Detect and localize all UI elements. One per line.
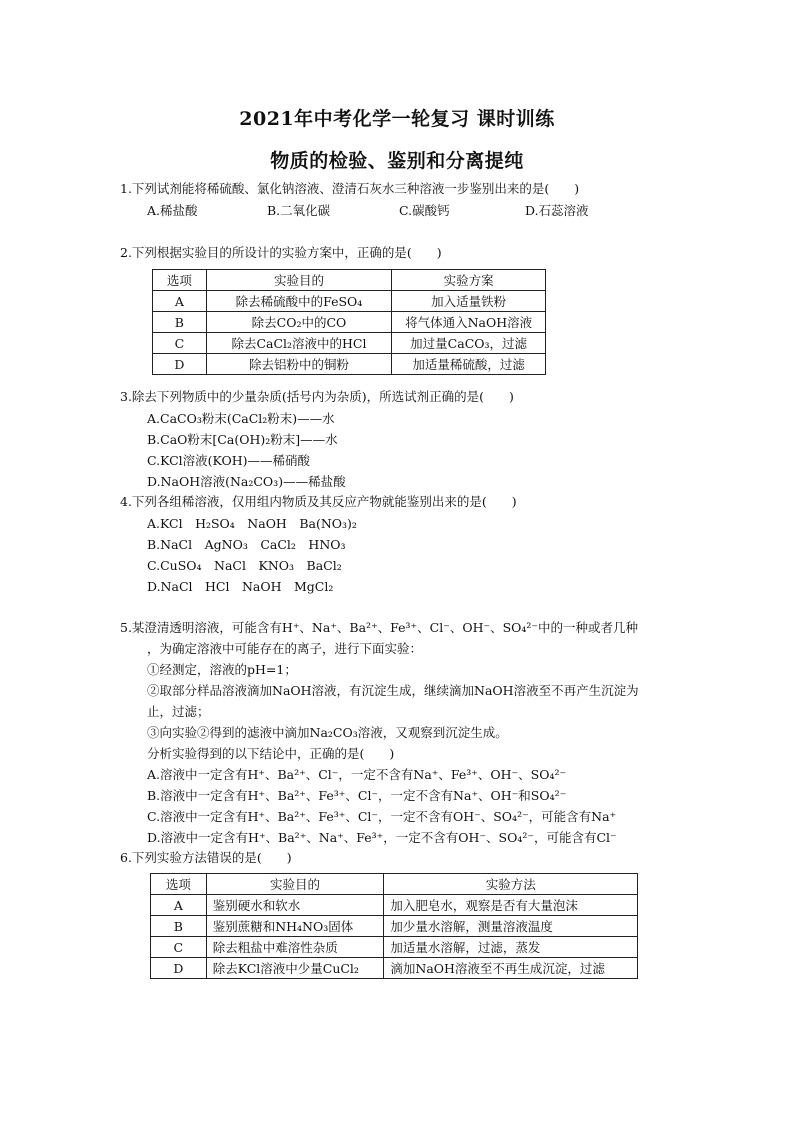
q4-option-a: A.KCl H₂SO₄ NaOH Ba(NO₃)₂	[147, 516, 357, 531]
q6-table-header	[151, 874, 638, 895]
table-row	[153, 291, 546, 312]
q5-step-1: ①经测定，溶液的pH=1；	[147, 662, 297, 677]
q5-stem-cont: ，为确定溶液中可能存在的离子，进行下面实验：	[147, 641, 423, 656]
q5-option-c: C.溶液中一定含有H⁺、Ba²⁺、Fe³⁺、Cl⁻，一定不含有OH⁻、SO₄²⁻，可能含有Na⁺	[147, 809, 617, 824]
q3-option-d: D.NaOH溶液(Na₂CO₃)——稀盐酸	[147, 474, 346, 489]
q5-step-2-cont: 止，过滤；	[147, 704, 210, 719]
q2-cell-purpose: 除去铝粉中的铜粉	[206, 354, 391, 375]
q2-cell-option: A	[153, 291, 207, 312]
q4-option-d: D.NaCl HCl NaOH MgCl₂	[147, 579, 334, 594]
q6-table	[150, 873, 638, 979]
q2-cell-plan: 加过量CaCO₃，过滤	[392, 333, 546, 354]
q5-step-3: ③向实验②得到的滤液中滴加Na₂CO₃溶液，又观察到沉淀生成。	[147, 725, 508, 740]
q2-header-plan: 实验方案	[392, 270, 546, 291]
q2-header-option: 选项	[153, 270, 207, 291]
q4-option-c: C.CuSO₄ NaCl KNO₃ BaCl₂	[147, 558, 342, 573]
q4-option-b: B.NaCl AgNO₃ CaCl₂ HNO₃	[147, 537, 346, 552]
q6-header-method: 实验方法	[384, 874, 638, 895]
q2-table	[152, 269, 546, 375]
q3-option-b: B.CaO粉末[Ca(OH)₂粉末]——水	[147, 432, 338, 447]
table-row	[153, 354, 546, 375]
table-row	[151, 937, 638, 958]
q1-option-c: C.碳酸钙	[399, 203, 450, 218]
table-row	[153, 312, 546, 333]
q2-cell-option: D	[153, 354, 207, 375]
page-subtitle: 物质的检验、鉴别和分离提纯	[270, 150, 524, 172]
q2-cell-purpose: 除去稀硫酸中的FeSO₄	[206, 291, 391, 312]
q6-cell-purpose: 鉴别硬水和软水	[206, 895, 384, 916]
table-row	[151, 958, 638, 979]
q6-cell-purpose: 除去KCl溶液中少量CuCl₂	[206, 958, 384, 979]
q3-option-a: A.CaCO₃粉末(CaCl₂粉末)——水	[147, 411, 335, 426]
q6-cell-purpose: 除去粗盐中难溶性杂质	[206, 937, 384, 958]
q2-cell-plan: 将气体通入NaOH溶液	[392, 312, 546, 333]
q6-cell-option: B	[151, 916, 207, 937]
q1-option-a: A.稀盐酸	[147, 203, 198, 218]
q5-option-d: D.溶液中一定含有H⁺、Ba²⁺、Na⁺、Fe³⁺，一定不含有OH⁻、SO₄²⁻，可能含有Cl⁻	[147, 830, 617, 845]
q6-header-purpose: 实验目的	[206, 874, 384, 895]
table-row	[151, 916, 638, 937]
q1-option-d: D.石蕊溶液	[525, 203, 589, 218]
q1-stem: 1.下列试剂能将稀硫酸、氯化钠溶液、澄清石灰水三种溶液一步鉴别出来的是( )	[120, 181, 580, 196]
table-row	[153, 333, 546, 354]
q6-cell-option: D	[151, 958, 207, 979]
q6-cell-method: 滴加NaOH溶液至不再生成沉淀，过滤	[384, 958, 638, 979]
q3-option-c: C.KCl溶液(KOH)——稀硝酸	[147, 453, 311, 468]
q2-cell-option: B	[153, 312, 207, 333]
q5-stem: 5.某澄清透明溶液，可能含有H⁺、Na⁺、Ba²⁺、Fe³⁺、Cl⁻、OH⁻、SO₄²⁻中的一种或者几种	[120, 620, 638, 635]
q6-header-option: 选项	[151, 874, 207, 895]
q3-stem: 3.除去下列物质中的少量杂质(括号内为杂质)，所选试剂正确的是( )	[120, 389, 514, 404]
q5-step-2: ②取部分样品溶液滴加NaOH溶液，有沉淀生成，继续滴加NaOH溶液至不再产生沉淀为	[147, 683, 639, 698]
q2-header-purpose: 实验目的	[206, 270, 391, 291]
q1-option-b: B.二氧化碳	[267, 203, 331, 218]
q2-cell-purpose: 除去CO₂中的CO	[206, 312, 391, 333]
page-title: 2021年中考化学一轮复习 课时训练	[239, 108, 555, 130]
q6-cell-option: C	[151, 937, 207, 958]
table-row	[151, 895, 638, 916]
q5-ask: 分析实验得到的以下结论中，正确的是( )	[147, 746, 395, 761]
q6-cell-method: 加少量水溶解，测量溶液温度	[384, 916, 638, 937]
q2-table-header	[153, 270, 546, 291]
q4-stem: 4.下列各组稀溶液，仅用组内物质及其反应产物就能鉴别出来的是( )	[120, 494, 517, 509]
q2-cell-option: C	[153, 333, 207, 354]
q2-cell-plan: 加入适量铁粉	[392, 291, 546, 312]
q2-cell-plan: 加适量稀硫酸，过滤	[392, 354, 546, 375]
q5-option-a: A.溶液中一定含有H⁺、Ba²⁺、Cl⁻，一定不含有Na⁺、Fe³⁺、OH⁻、SO₄²⁻	[147, 767, 567, 782]
q2-stem: 2.下列根据实验目的所设计的实验方案中，正确的是( )	[120, 245, 442, 260]
q5-option-b: B.溶液中一定含有H⁺、Ba²⁺、Fe³⁺、Cl⁻，一定不含有Na⁺、OH⁻和SO₄²⁻	[147, 788, 567, 803]
q6-cell-method: 加入肥皂水，观察是否有大量泡沫	[384, 895, 638, 916]
q6-cell-method: 加适量水溶解，过滤，蒸发	[384, 937, 638, 958]
q6-cell-purpose: 鉴别蔗糖和NH₄NO₃固体	[206, 916, 384, 937]
q6-stem: 6.下列实验方法错误的是( )	[120, 850, 292, 865]
q2-cell-purpose: 除去CaCl₂溶液中的HCl	[206, 333, 391, 354]
q6-cell-option: A	[151, 895, 207, 916]
